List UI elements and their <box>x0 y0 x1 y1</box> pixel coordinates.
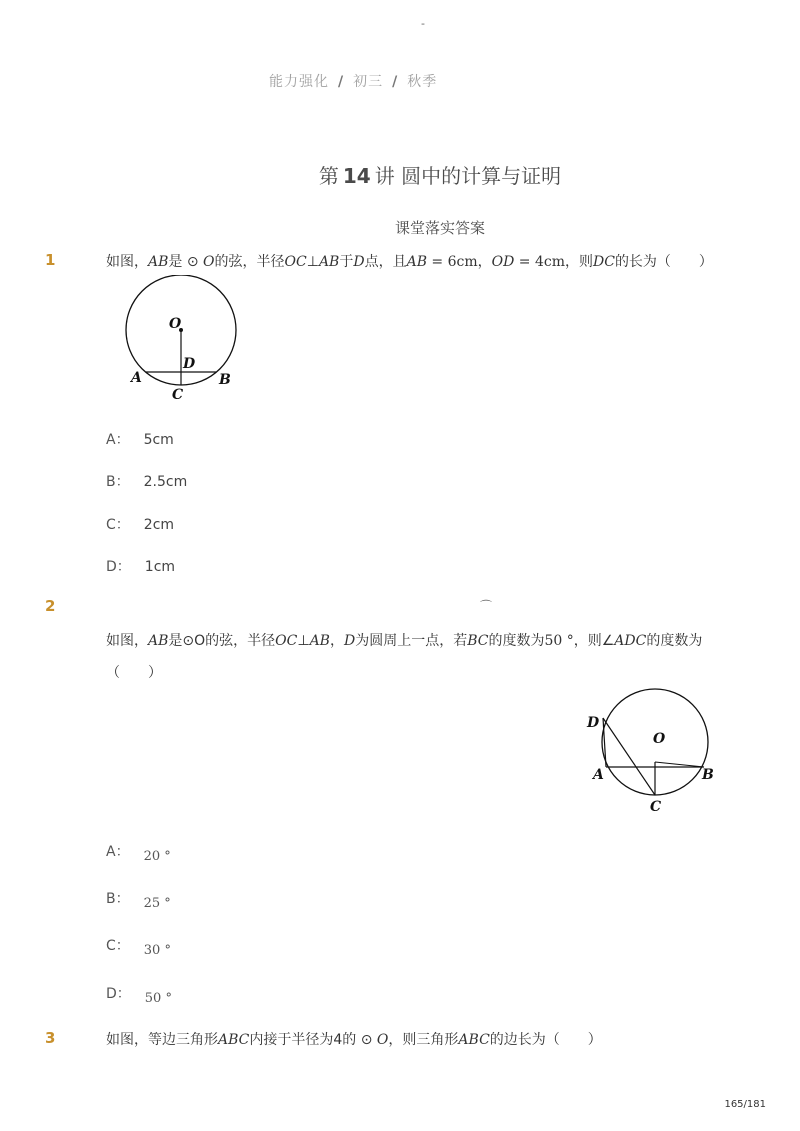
option-b[interactable]: B： 2.5cm <box>106 474 188 490</box>
question-text: 如图，AB是 ⊙ O的弦，半径OC⊥AB于D点，且AB = 6cm，OD = 4cm，则DC的长为（ ） <box>106 254 713 270</box>
option-d[interactable]: D： 1cm <box>106 559 176 575</box>
page-number: 165/181 <box>724 1099 766 1110</box>
breadcrumb-separator: / <box>392 74 399 90</box>
option-a[interactable]: A： 5cm <box>106 432 174 448</box>
top-dash: - <box>421 17 425 30</box>
label-a: A <box>593 767 604 783</box>
label-a: A <box>131 370 142 386</box>
page-title <box>0 160 800 189</box>
segment-ob <box>655 762 704 767</box>
option-b[interactable]: B： 25 ° <box>106 891 171 911</box>
page-subtitle: 课堂落实答案 <box>394 219 485 237</box>
answer-paren: （ ） <box>106 665 162 681</box>
breadcrumb <box>269 71 437 91</box>
label-b: B <box>702 767 714 783</box>
arc-mark: ⌒ <box>480 599 493 613</box>
question-number: 2 <box>45 597 56 615</box>
question-2-figure <box>582 682 722 817</box>
label-b: B <box>219 372 231 388</box>
question-number: 1 <box>45 251 56 269</box>
segment-dc <box>603 718 655 795</box>
option-c[interactable]: C： 2cm <box>106 517 175 533</box>
title-prefix: 第 <box>318 164 339 188</box>
option-d[interactable]: D： 50 ° <box>106 986 172 1006</box>
question-text: 如图，等边三角形ABC内接于半径为4的 ⊙ O，则三角形ABC的边长为（ ） <box>106 1032 602 1048</box>
breadcrumb-item: 能力强化 <box>269 74 329 90</box>
question-text: 如图，AB是⊙O的弦，半径OC⊥AB，D为圆周上一点，若BC的度数为50 °，则∠ADC的度数为 <box>106 633 703 649</box>
label-o: O <box>653 731 666 747</box>
option-c[interactable]: C： 30 ° <box>106 938 171 958</box>
label-o: O <box>169 316 182 332</box>
label-d: D <box>587 715 600 731</box>
breadcrumb-item: 初三 <box>353 74 384 90</box>
breadcrumb-item: 秋季 <box>407 74 438 90</box>
option-a[interactable]: A： 20 ° <box>106 844 171 864</box>
label-c: C <box>650 799 662 815</box>
label-c: C <box>172 387 184 403</box>
question-number: 3 <box>45 1029 56 1047</box>
lecture-number: 14 <box>342 164 371 188</box>
label-d: D <box>183 356 196 372</box>
breadcrumb-separator: / <box>338 74 345 90</box>
question-1-figure <box>120 275 250 405</box>
title-suffix: 讲 圆中的计算与证明 <box>374 164 562 188</box>
